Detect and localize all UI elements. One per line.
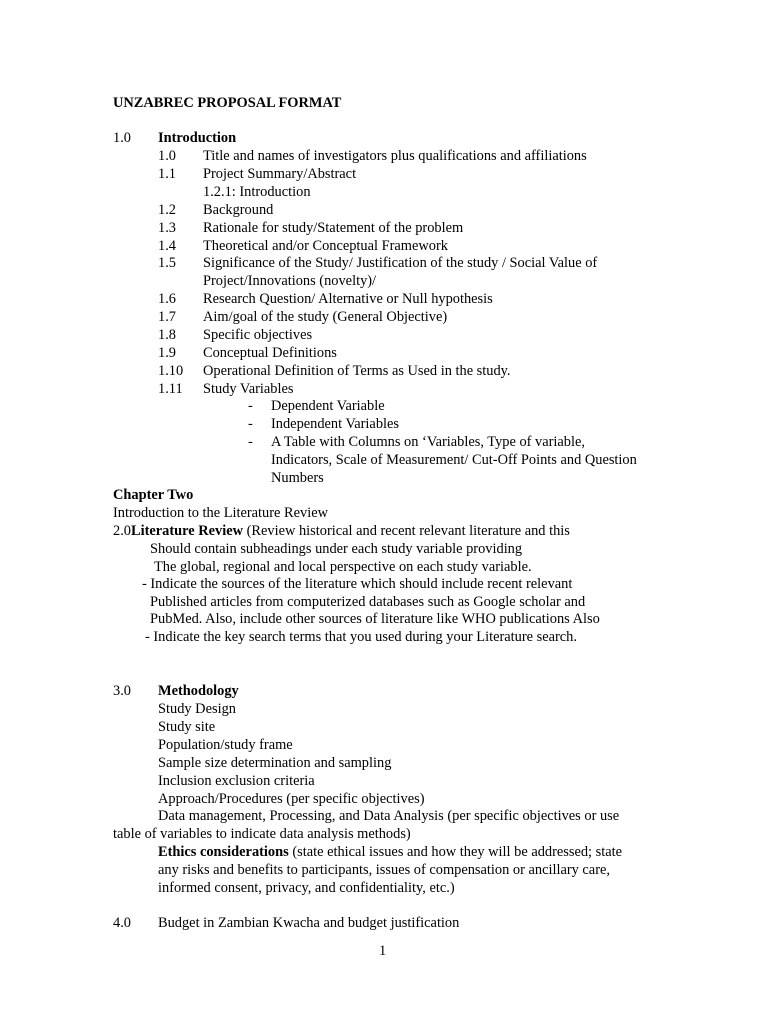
literature-review-heading: Literature Review	[131, 523, 244, 539]
section-3-heading: Methodology	[158, 683, 239, 699]
variable-item: A Table with Columns on ‘Variables, Type of variable,	[271, 434, 585, 450]
page-number: 1	[379, 943, 387, 959]
item-text: Conceptual Definitions	[203, 344, 337, 361]
item-text: 1.2.1: Introduction	[203, 183, 311, 200]
literature-guidance-line: The global, regional and local perspective on each study variable.	[154, 558, 532, 575]
item-text: Operational Definition of Terms as Used in the study.	[203, 362, 511, 379]
item-number: 1.11	[158, 380, 183, 397]
item-number: 1.0	[158, 148, 176, 164]
section-4-text: Budget in Zambian Kwacha and budget justification	[158, 915, 460, 931]
item-text: Theoretical and/or Conceptual Framework	[203, 237, 448, 254]
item-number: 1.4	[158, 237, 176, 254]
item-number: 1.10	[158, 362, 184, 379]
item-text: Significance of the Study/ Justification of the study / Social Value of	[203, 255, 598, 272]
bullet-dash: -	[248, 416, 253, 432]
literature-review-description: (Review historical and recent relevant literature and this	[243, 523, 570, 539]
methodology-item: Study Design	[158, 701, 236, 717]
item-text: Aim/goal of the study (General Objective)	[203, 309, 448, 326]
variable-item: Dependent Variable	[271, 398, 385, 414]
section-1-heading: Introduction	[158, 130, 237, 146]
ethics-heading: Ethics considerations	[158, 844, 289, 860]
methodology-item: Inclusion exclusion criteria	[158, 772, 315, 789]
ethics-detail-line: any risks and benefits to participants, issues of compensation or ancillary care,	[158, 862, 610, 878]
document-title: UNZABREC PROPOSAL FORMAT	[113, 95, 342, 111]
methodology-wrap-line: table of variables to indicate data analysis methods)	[113, 826, 411, 842]
chapter-two-heading: Chapter Two	[113, 487, 194, 503]
methodology-item: Approach/Procedures (per specific objectives)	[158, 790, 425, 807]
literature-guidance-line: Published articles from computerized databases such as Google scholar and	[150, 593, 586, 610]
methodology-item: Population/study frame	[158, 736, 293, 753]
section-4-number: 4.0	[113, 915, 131, 931]
item-number: 1.3	[158, 219, 176, 236]
bullet-dash: -	[248, 434, 253, 450]
variable-item: Indicators, Scale of Measurement/ Cut-Off Points and Question	[271, 452, 637, 468]
item-number: 1.1	[158, 165, 176, 182]
item-number: 1.6	[158, 291, 176, 308]
item-number: 1.7	[158, 309, 176, 326]
methodology-item: Study site	[158, 718, 216, 735]
section-3-number: 3.0	[113, 683, 131, 699]
literature-guidance-line: PubMed. Also, include other sources of literature like WHO publications Also	[150, 611, 600, 628]
item-number: 1.9	[158, 344, 176, 361]
literature-guidance-line: - Indicate the key search terms that you used during your Literature search.	[145, 629, 577, 645]
item-number: 1.5	[158, 255, 176, 272]
methodology-item: Data management, Processing, and Data Analysis (per specific objectives or use	[158, 808, 620, 825]
literature-guidance-line: Should contain subheadings under each study variable providing	[150, 541, 523, 557]
item-text: Project Summary/Abstract	[203, 165, 357, 182]
ethics-description: (state ethical issues and how they will be addressed; state	[288, 844, 623, 860]
item-text: Specific objectives	[203, 327, 313, 343]
item-text: Background	[203, 201, 274, 218]
variable-item: Independent Variables	[271, 416, 400, 432]
item-text: Research Question/ Alternative or Null hypothesis	[203, 291, 493, 308]
item-text: Rationale for study/Statement of the problem	[203, 219, 464, 236]
item-number: 1.2	[158, 201, 176, 218]
item-text: Title and names of investigators plus qualifications and affiliations	[203, 148, 587, 164]
section-1-number: 1.0	[113, 130, 131, 146]
item-number: 1.8	[158, 327, 176, 343]
variable-item: Numbers	[271, 470, 324, 486]
literature-review-number: 2.0	[113, 523, 131, 539]
ethics-detail-line: informed consent, privacy, and confidentiality, etc.)	[158, 880, 455, 896]
literature-review-line	[113, 522, 570, 540]
bullet-dash: -	[248, 398, 253, 414]
literature-guidance-line: - Indicate the sources of the literature which should include recent relevant	[142, 576, 573, 593]
item-text: Study Variables	[203, 380, 294, 397]
ethics-line	[158, 843, 622, 861]
literature-review-intro: Introduction to the Literature Review	[113, 505, 328, 521]
item-text: Project/Innovations (novelty)/	[203, 273, 377, 290]
methodology-item: Sample size determination and sampling	[158, 754, 392, 771]
